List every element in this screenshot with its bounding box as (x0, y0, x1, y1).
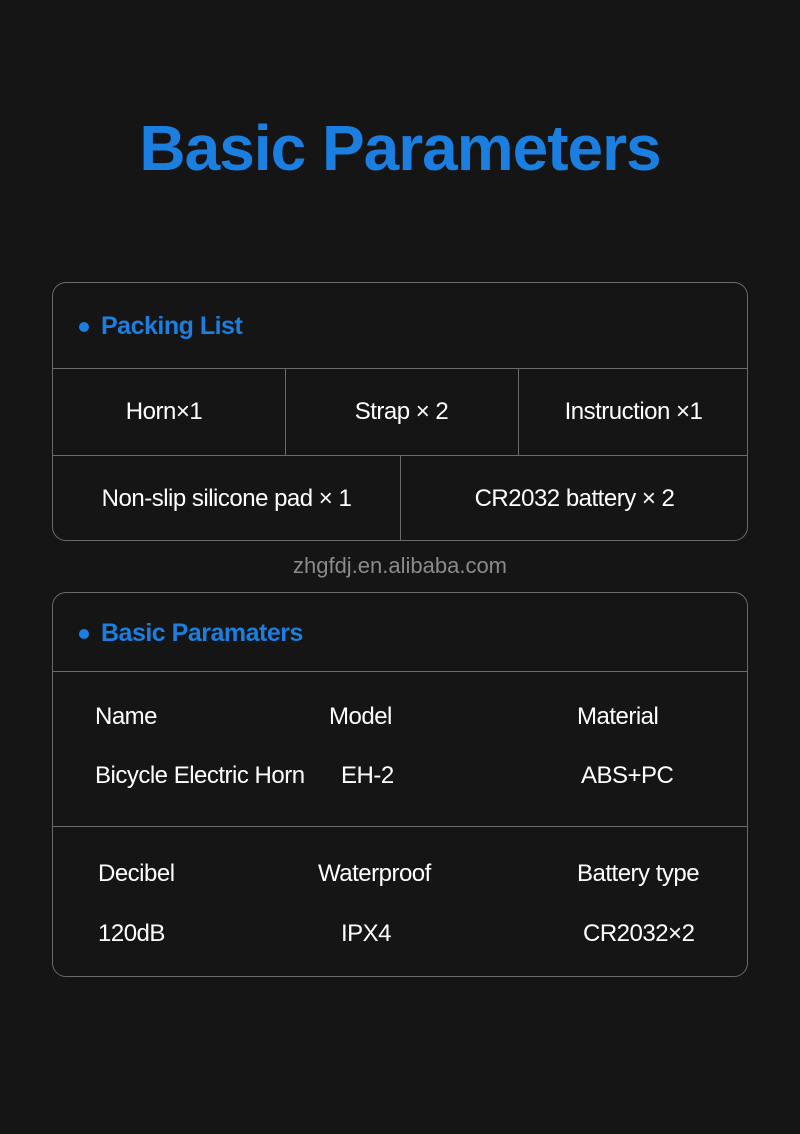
packing-item-strap (285, 369, 518, 455)
basic-parameters-title: Basic Paramaters (101, 619, 303, 647)
param-label-waterproof: Waterproof (318, 860, 431, 887)
packing-item-silicone-pad (53, 455, 400, 541)
param-label-name: Name (95, 703, 158, 730)
packing-item-label: Strap × 2 (354, 398, 449, 425)
bullet-dot-icon (79, 629, 89, 639)
bullet-dot-icon (79, 322, 89, 332)
param-value-name: Bicycle Electric Horn (95, 762, 305, 789)
param-value-battery-type: CR2032×2 (583, 920, 695, 947)
param-label-decibel: Decibel (98, 860, 175, 887)
packing-item-battery (400, 455, 748, 541)
packing-item-instruction (518, 369, 748, 455)
basic-parameters-header (53, 593, 747, 672)
basic-parameters-card (52, 592, 748, 977)
packing-item-label: Instruction ×1 (564, 398, 703, 425)
param-label-material: Material (577, 703, 659, 730)
packing-item-horn (53, 369, 285, 455)
packing-list-title: Packing List (101, 312, 243, 340)
packing-item-label: Non-slip silicone pad × 1 (101, 484, 352, 512)
page-title: Basic Parameters (139, 112, 661, 184)
param-value-material: ABS+PC (581, 762, 674, 789)
watermark: zhgfdj.en.alibaba.com (292, 553, 508, 578)
param-value-model: EH-2 (341, 762, 394, 789)
param-label-battery-type: Battery type (577, 860, 700, 887)
param-value-decibel: 120dB (98, 920, 165, 947)
packing-item-label: CR2032 battery × 2 (474, 484, 675, 512)
packing-list-card (52, 282, 748, 541)
packing-item-label: Horn×1 (125, 398, 203, 425)
param-label-model: Model (329, 703, 392, 730)
divider (53, 826, 747, 827)
packing-list-header (53, 283, 747, 369)
param-value-waterproof: IPX4 (341, 920, 392, 947)
